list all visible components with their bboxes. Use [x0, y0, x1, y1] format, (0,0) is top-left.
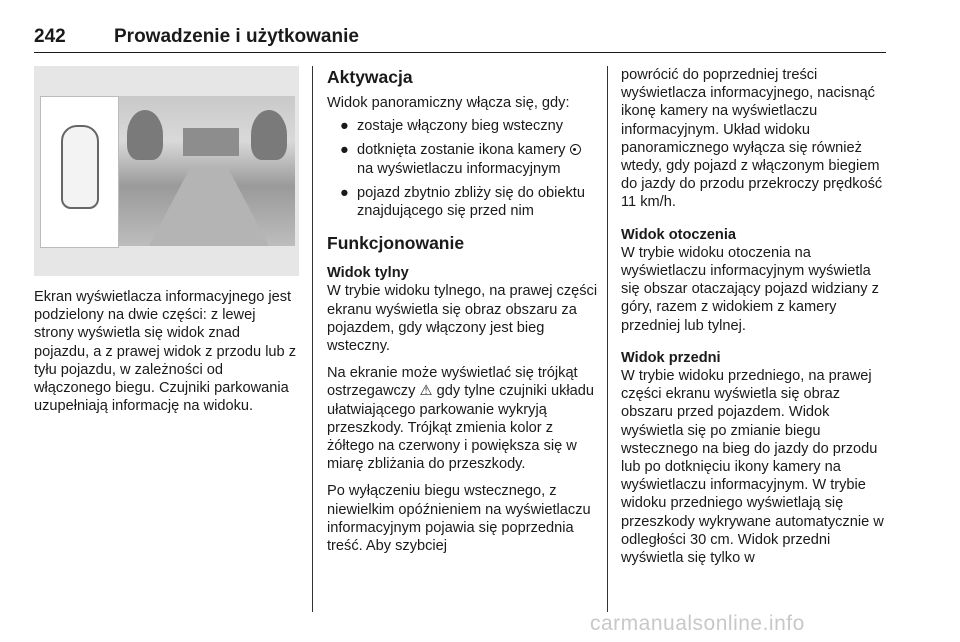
list-item-text: pojazd zbytnio zbliży się do obiektu znajdującego się przed nim	[357, 184, 585, 220]
warning-text-start: Na ekranie może wyświetlać się trójkąt ostrzegawczy	[327, 365, 578, 400]
activation-intro: Widok panoramiczny włącza się, gdy:	[327, 95, 570, 111]
house-shape	[183, 128, 239, 156]
activation-list	[327, 117, 599, 220]
column-divider	[607, 66, 608, 612]
watermark: carmanualsonline.info	[590, 612, 805, 635]
chapter-title: Prowadzenie i użytkowanie	[114, 26, 359, 47]
list-item	[327, 141, 599, 177]
camera-display-illustration	[34, 66, 299, 276]
bullet: ●	[340, 142, 349, 159]
reverse-off-paragraph: Po wyłączeniu biegu wstecznego, z niewielkim opóźnieniem na wyświetlaczu informacyjnym pojawia się poprzednia treść. Aby szybciej	[327, 483, 591, 555]
list-item-text: dotknięta zostanie ikona kamery	[357, 142, 566, 159]
car-top-view-icon	[61, 125, 99, 209]
list-item	[327, 184, 599, 220]
heading-front-view: Widok przedni	[621, 349, 721, 366]
page-header	[34, 16, 886, 53]
tree-shape	[127, 110, 163, 160]
road-shape	[149, 166, 269, 246]
warning-triangle-icon: ⚠	[419, 383, 433, 400]
front-view-paragraph: W trybie widoku przedniego, na prawej części ekranu wyświetla się obraz obszaru przed pojazdem. Widok wyświetla się po zmianie biegu wstecznego na bieg do jazdy do przodu lub po dotknięciu ikony kamery na wyświetlaczu informacyjnym. W trybie widoku przedniego wyświetlają się przeszkody wykrywane automatycznie w odległości 30 cm. Widok przedni wyświetla się tylko w	[621, 368, 884, 567]
tree-shape	[251, 110, 287, 160]
page-number: 242	[34, 26, 66, 47]
warning-text-end: gdy tylne czujniki układu ułatwiającego parkowanie wykryją przeszkody. Trójkąt zmienia kolor z żółtego na czerwony i powiększa się w miarę zbliżania do przeszkody.	[327, 383, 594, 473]
continuation-paragraph: powrócić do poprzedniej treści wyświetlacza informacyjnego, nacisnąć ikonę kamery na wyświetlaczu informacyjnym. Układ widoku panoramicznego wyłącza się również wtedy, gdy pojazd z włączonym biegiem do jazdy do przodu przekroczy prędkość 11 km/h.	[621, 67, 883, 211]
camera-view-panel	[119, 96, 295, 246]
list-item-text: zostaje włączony bieg wsteczny	[357, 118, 564, 135]
top-view-panel	[40, 96, 119, 248]
bullet: ●	[340, 184, 349, 201]
rear-view-paragraph: W trybie widoku tylnego, na prawej części ekranu wyświetla się obraz obszaru za pojazdem, gdy włączony jest bieg wsteczny.	[327, 283, 598, 355]
bullet: ●	[340, 118, 349, 135]
surround-view-paragraph: W trybie widoku otoczenia na wyświetlaczu informacyjnym wyświetla się obszar otaczający pojazd widziany z góry, razem z widokiem z kamery przedniej lub tylnej.	[621, 244, 879, 334]
camera-icon	[570, 144, 581, 155]
warning-paragraph	[327, 364, 599, 473]
heading-rear-view: Widok tylny	[327, 265, 409, 282]
heading-function: Funkcjonowanie	[327, 233, 465, 254]
list-item	[327, 117, 599, 135]
heading-surround-view: Widok otoczenia	[621, 226, 737, 243]
column-divider	[312, 66, 313, 612]
figure-caption: Ekran wyświetlacza informacyjnego jest podzielony na dwie części: z lewej strony wyświetla się widok znad pojazdu, a z prawej widok z przodu lub z tyłu pojazdu, w zależności od włączonego biegu. Czujniki parkowania uzupełniają informację na widoku.	[34, 289, 297, 415]
right-column	[621, 66, 889, 576]
list-item-text: na wyświetlaczu informacyjnym	[357, 160, 561, 177]
middle-column	[327, 66, 599, 564]
left-column	[34, 288, 299, 424]
heading-activation: Aktywacja	[327, 67, 413, 87]
